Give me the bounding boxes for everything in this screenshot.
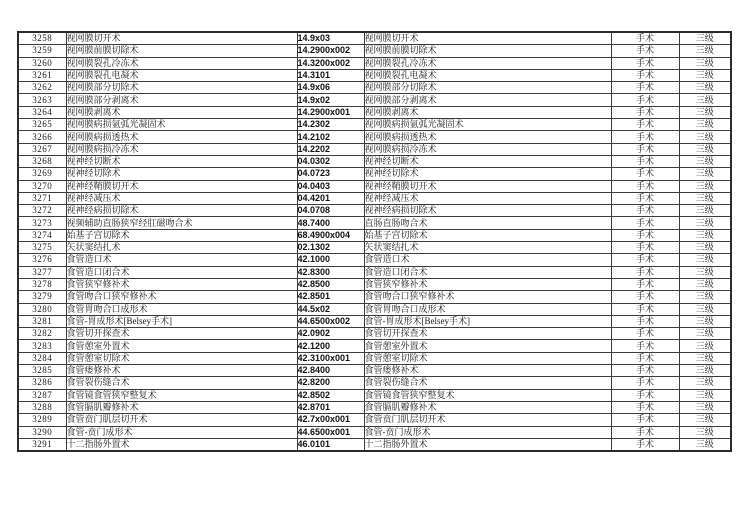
category-cell: 手术 — [611, 217, 679, 229]
level-cell: 三级 — [679, 94, 731, 106]
table-row — [18, 106, 731, 118]
category-cell: 手术 — [611, 291, 679, 303]
icd-code-cell: 42.8500 — [297, 278, 364, 290]
category-cell: 手术 — [611, 254, 679, 266]
procedure-name-repeat-cell: 视网膜裂孔电凝术 — [364, 69, 611, 81]
icd-code-cell: 42.8200 — [297, 377, 364, 389]
procedure-name-cell: 视网膜病损透热术 — [66, 131, 297, 143]
category-cell: 手术 — [611, 242, 679, 254]
table-row — [18, 266, 731, 278]
procedure-name-repeat-cell: 视神经病损切除术 — [364, 205, 611, 217]
procedure-name-cell: 食管-胃成形术[Belsey手术] — [66, 315, 297, 327]
procedure-name-repeat-cell: 食管憩室外置术 — [364, 340, 611, 352]
level-cell: 三级 — [679, 426, 731, 438]
procedure-name-repeat-cell: 食管贲门肌层切开术 — [364, 414, 611, 426]
icd-code-cell: 14.9x02 — [297, 94, 364, 106]
procedure-name-repeat-cell: 食管-胃成形术[Belsey手术] — [364, 315, 611, 327]
procedure-name-cell: 食管胃吻合口成形术 — [66, 303, 297, 315]
seq-cell: 3278 — [18, 278, 66, 290]
category-cell: 手术 — [611, 377, 679, 389]
procedure-name-cell: 视神经切除术 — [66, 168, 297, 180]
level-cell: 三级 — [679, 205, 731, 217]
level-cell: 三级 — [679, 352, 731, 364]
seq-cell: 3271 — [18, 192, 66, 204]
level-cell: 三级 — [679, 303, 731, 315]
seq-cell: 3263 — [18, 94, 66, 106]
table-row — [18, 438, 731, 451]
icd-code-cell: 04.0708 — [297, 205, 364, 217]
icd-code-cell: 04.4201 — [297, 192, 364, 204]
table-row — [18, 254, 731, 266]
table-row — [18, 131, 731, 143]
procedure-name-repeat-cell: 视网膜剥离术 — [364, 106, 611, 118]
procedure-name-cell: 食管裂伤缝合术 — [66, 377, 297, 389]
category-cell: 手术 — [611, 401, 679, 413]
procedure-name-repeat-cell: 视网膜部分切除术 — [364, 82, 611, 94]
level-cell: 三级 — [679, 69, 731, 81]
level-cell: 三级 — [679, 389, 731, 401]
level-cell: 三级 — [679, 229, 731, 241]
level-cell: 三级 — [679, 414, 731, 426]
procedure-name-repeat-cell: 食管胃吻合口成形术 — [364, 303, 611, 315]
icd-code-cell: 14.2900x002 — [297, 45, 364, 57]
seq-cell: 3288 — [18, 401, 66, 413]
procedure-name-repeat-cell: 视神经切断术 — [364, 155, 611, 167]
icd-code-cell: 44.6500x002 — [297, 315, 364, 327]
level-cell: 三级 — [679, 377, 731, 389]
icd-code-cell: 44.6500x001 — [297, 426, 364, 438]
procedure-name-repeat-cell: 食管膈肌瓣修补术 — [364, 401, 611, 413]
procedure-name-cell: 食管膈肌瓣修补术 — [66, 401, 297, 413]
procedure-name-cell: 视网膜切开术 — [66, 32, 297, 45]
level-cell: 三级 — [679, 32, 731, 45]
procedure-name-repeat-cell: 视网膜部分剥离术 — [364, 94, 611, 106]
icd-code-cell: 04.0302 — [297, 155, 364, 167]
procedure-name-repeat-cell: 食管裂伤缝合术 — [364, 377, 611, 389]
table-row — [18, 32, 731, 45]
icd-code-cell: 02.1302 — [297, 242, 364, 254]
icd-code-cell: 14.2202 — [297, 143, 364, 155]
seq-cell: 3264 — [18, 106, 66, 118]
seq-cell: 3284 — [18, 352, 66, 364]
icd-code-cell: 42.3100x001 — [297, 352, 364, 364]
category-cell: 手术 — [611, 266, 679, 278]
level-cell: 三级 — [679, 315, 731, 327]
table-row — [18, 340, 731, 352]
procedure-name-repeat-cell: 食管-贲门成形术 — [364, 426, 611, 438]
category-cell: 手术 — [611, 365, 679, 377]
level-cell: 三级 — [679, 119, 731, 131]
category-cell: 手术 — [611, 106, 679, 118]
icd-code-cell: 42.8502 — [297, 389, 364, 401]
seq-cell: 3267 — [18, 143, 66, 155]
category-cell: 手术 — [611, 278, 679, 290]
seq-cell: 3289 — [18, 414, 66, 426]
table-row — [18, 328, 731, 340]
seq-cell: 3277 — [18, 266, 66, 278]
icd-code-cell: 04.0723 — [297, 168, 364, 180]
procedure-name-repeat-cell: 食管狭窄修补术 — [364, 278, 611, 290]
seq-cell: 3281 — [18, 315, 66, 327]
procedure-name-cell: 食管贲门肌层切开术 — [66, 414, 297, 426]
category-cell: 手术 — [611, 438, 679, 451]
category-cell: 手术 — [611, 155, 679, 167]
table-row — [18, 401, 731, 413]
category-cell: 手术 — [611, 340, 679, 352]
procedure-name-cell: 食管镜食管狭窄整复术 — [66, 389, 297, 401]
seq-cell: 3285 — [18, 365, 66, 377]
seq-cell: 3282 — [18, 328, 66, 340]
seq-cell: 3269 — [18, 168, 66, 180]
procedure-name-repeat-cell: 食管镜食管狭窄整复术 — [364, 389, 611, 401]
icd-code-cell: 14.2900x001 — [297, 106, 364, 118]
seq-cell: 3272 — [18, 205, 66, 217]
category-cell: 手术 — [611, 94, 679, 106]
table-row — [18, 45, 731, 57]
level-cell: 三级 — [679, 328, 731, 340]
procedure-name-cell: 矢状窦结扎术 — [66, 242, 297, 254]
procedure-name-repeat-cell: 十二指肠外置术 — [364, 438, 611, 451]
procedure-name-cell: 食管切开探查术 — [66, 328, 297, 340]
category-cell: 手术 — [611, 45, 679, 57]
procedure-name-cell: 视网膜病损冷冻术 — [66, 143, 297, 155]
level-cell: 三级 — [679, 340, 731, 352]
category-cell: 手术 — [611, 303, 679, 315]
procedure-name-repeat-cell: 视网膜病损冷冻术 — [364, 143, 611, 155]
procedure-name-cell: 视频辅助直肠狭窄经肛磁吻合术 — [66, 217, 297, 229]
icd-code-cell: 48.7400 — [297, 217, 364, 229]
table-row — [18, 315, 731, 327]
seq-cell: 3287 — [18, 389, 66, 401]
table-row — [18, 192, 731, 204]
seq-cell: 3266 — [18, 131, 66, 143]
icd-code-cell: 42.8701 — [297, 401, 364, 413]
category-cell: 手术 — [611, 352, 679, 364]
icd-code-cell: 42.8501 — [297, 291, 364, 303]
table-row — [18, 242, 731, 254]
table-row — [18, 155, 731, 167]
level-cell: 三级 — [679, 401, 731, 413]
procedure-name-cell: 视网膜部分切除术 — [66, 82, 297, 94]
procedure-name-repeat-cell: 矢状窦结扎术 — [364, 242, 611, 254]
seq-cell: 3283 — [18, 340, 66, 352]
icd-code-cell: 42.8300 — [297, 266, 364, 278]
icd-code-cell: 14.3101 — [297, 69, 364, 81]
table-row — [18, 94, 731, 106]
icd-code-cell: 14.3200x002 — [297, 57, 364, 69]
icd-code-cell: 42.8400 — [297, 365, 364, 377]
category-cell: 手术 — [611, 192, 679, 204]
level-cell: 三级 — [679, 192, 731, 204]
table-row — [18, 352, 731, 364]
procedure-name-cell: 食管憩室切除术 — [66, 352, 297, 364]
icd-code-cell: 42.1000 — [297, 254, 364, 266]
icd-code-cell: 14.2102 — [297, 131, 364, 143]
procedure-name-repeat-cell: 视网膜切开术 — [364, 32, 611, 45]
category-cell: 手术 — [611, 143, 679, 155]
level-cell: 三级 — [679, 143, 731, 155]
table-row — [18, 180, 731, 192]
procedure-name-repeat-cell: 视网膜前膜切除术 — [364, 45, 611, 57]
procedure-name-repeat-cell: 食管造口闭合术 — [364, 266, 611, 278]
procedure-name-repeat-cell: 视网膜病损氩弧光凝固术 — [364, 119, 611, 131]
level-cell: 三级 — [679, 168, 731, 180]
procedure-name-cell: 食管憩室外置术 — [66, 340, 297, 352]
icd-code-cell: 68.4900x004 — [297, 229, 364, 241]
procedure-name-cell: 视神经切断术 — [66, 155, 297, 167]
seq-cell: 3291 — [18, 438, 66, 451]
seq-cell: 3262 — [18, 82, 66, 94]
table-row — [18, 389, 731, 401]
procedure-name-cell: 视网膜剥离术 — [66, 106, 297, 118]
seq-cell: 3258 — [18, 32, 66, 45]
icd-code-cell: 44.5x02 — [297, 303, 364, 315]
table-row — [18, 217, 731, 229]
level-cell: 三级 — [679, 57, 731, 69]
seq-cell: 3270 — [18, 180, 66, 192]
table-row — [18, 365, 731, 377]
table-row — [18, 57, 731, 69]
table-row — [18, 414, 731, 426]
procedure-name-cell: 视神经减压术 — [66, 192, 297, 204]
procedure-name-repeat-cell: 视神经切除术 — [364, 168, 611, 180]
seq-cell: 3268 — [18, 155, 66, 167]
icd-code-cell: 42.0902 — [297, 328, 364, 340]
icd-code-cell: 42.7x00x001 — [297, 414, 364, 426]
seq-cell: 3275 — [18, 242, 66, 254]
procedure-name-repeat-cell: 直肠直肠吻合术 — [364, 217, 611, 229]
seq-cell: 3259 — [18, 45, 66, 57]
table-row — [18, 69, 731, 81]
level-cell: 三级 — [679, 438, 731, 451]
category-cell: 手术 — [611, 328, 679, 340]
table-row — [18, 377, 731, 389]
procedure-name-cell: 视网膜裂孔冷冻术 — [66, 57, 297, 69]
procedure-name-cell: 食管造口术 — [66, 254, 297, 266]
category-cell: 手术 — [611, 414, 679, 426]
procedure-name-cell: 视网膜部分剥离术 — [66, 94, 297, 106]
table-row — [18, 143, 731, 155]
level-cell: 三级 — [679, 217, 731, 229]
procedure-name-cell: 视网膜病损氩弧光凝固术 — [66, 119, 297, 131]
level-cell: 三级 — [679, 266, 731, 278]
table-row — [18, 168, 731, 180]
table-row — [18, 205, 731, 217]
icd-code-cell: 46.0101 — [297, 438, 364, 451]
level-cell: 三级 — [679, 180, 731, 192]
level-cell: 三级 — [679, 254, 731, 266]
level-cell: 三级 — [679, 365, 731, 377]
category-cell: 手术 — [611, 229, 679, 241]
icd-code-cell: 42.1200 — [297, 340, 364, 352]
procedure-name-repeat-cell: 视神经减压术 — [364, 192, 611, 204]
seq-cell: 3286 — [18, 377, 66, 389]
procedure-name-cell: 视网膜裂孔电凝术 — [66, 69, 297, 81]
table-row — [18, 229, 731, 241]
procedure-name-cell: 十二指肠外置术 — [66, 438, 297, 451]
level-cell: 三级 — [679, 45, 731, 57]
table-row — [18, 278, 731, 290]
category-cell: 手术 — [611, 32, 679, 45]
table-row — [18, 82, 731, 94]
category-cell: 手术 — [611, 131, 679, 143]
category-cell: 手术 — [611, 69, 679, 81]
category-cell: 手术 — [611, 82, 679, 94]
procedure-name-repeat-cell: 食管憩室切除术 — [364, 352, 611, 364]
procedure-name-repeat-cell: 食管造口术 — [364, 254, 611, 266]
seq-cell: 3279 — [18, 291, 66, 303]
table-row — [18, 426, 731, 438]
procedure-name-repeat-cell: 视神经鞘膜切开术 — [364, 180, 611, 192]
category-cell: 手术 — [611, 168, 679, 180]
procedure-table — [17, 31, 732, 452]
procedure-name-cell: 食管-贲门成形术 — [66, 426, 297, 438]
table-body — [18, 32, 731, 451]
icd-code-cell: 14.9x03 — [297, 32, 364, 45]
level-cell: 三级 — [679, 131, 731, 143]
seq-cell: 3261 — [18, 69, 66, 81]
category-cell: 手术 — [611, 315, 679, 327]
level-cell: 三级 — [679, 82, 731, 94]
table-row — [18, 303, 731, 315]
category-cell: 手术 — [611, 426, 679, 438]
procedure-name-cell: 食管狭窄修补术 — [66, 278, 297, 290]
icd-code-cell: 14.2302 — [297, 119, 364, 131]
procedure-name-cell: 视神经鞘膜切开术 — [66, 180, 297, 192]
procedure-name-repeat-cell: 食管吻合口狭窄修补术 — [364, 291, 611, 303]
table-row — [18, 291, 731, 303]
seq-cell: 3274 — [18, 229, 66, 241]
procedure-name-repeat-cell: 始基子宫切除术 — [364, 229, 611, 241]
seq-cell: 3276 — [18, 254, 66, 266]
category-cell: 手术 — [611, 57, 679, 69]
procedure-name-cell: 视网膜前膜切除术 — [66, 45, 297, 57]
category-cell: 手术 — [611, 205, 679, 217]
seq-cell: 3280 — [18, 303, 66, 315]
procedure-name-cell: 食管造口闭合术 — [66, 266, 297, 278]
procedure-name-cell: 始基子宫切除术 — [66, 229, 297, 241]
level-cell: 三级 — [679, 242, 731, 254]
category-cell: 手术 — [611, 389, 679, 401]
procedure-name-cell: 食管瘘修补术 — [66, 365, 297, 377]
icd-code-cell: 04.0403 — [297, 180, 364, 192]
procedure-name-repeat-cell: 食管切开探查术 — [364, 328, 611, 340]
level-cell: 三级 — [679, 155, 731, 167]
procedure-name-repeat-cell: 食管瘘修补术 — [364, 365, 611, 377]
table-row — [18, 119, 731, 131]
level-cell: 三级 — [679, 106, 731, 118]
seq-cell: 3265 — [18, 119, 66, 131]
seq-cell: 3273 — [18, 217, 66, 229]
level-cell: 三级 — [679, 278, 731, 290]
seq-cell: 3260 — [18, 57, 66, 69]
procedure-name-repeat-cell: 视网膜裂孔冷冻术 — [364, 57, 611, 69]
procedure-name-repeat-cell: 视网膜病损透热术 — [364, 131, 611, 143]
category-cell: 手术 — [611, 180, 679, 192]
procedure-name-cell: 食管吻合口狭窄修补术 — [66, 291, 297, 303]
level-cell: 三级 — [679, 291, 731, 303]
category-cell: 手术 — [611, 119, 679, 131]
icd-code-cell: 14.9x06 — [297, 82, 364, 94]
seq-cell: 3290 — [18, 426, 66, 438]
procedure-name-cell: 视神经病损切除术 — [66, 205, 297, 217]
